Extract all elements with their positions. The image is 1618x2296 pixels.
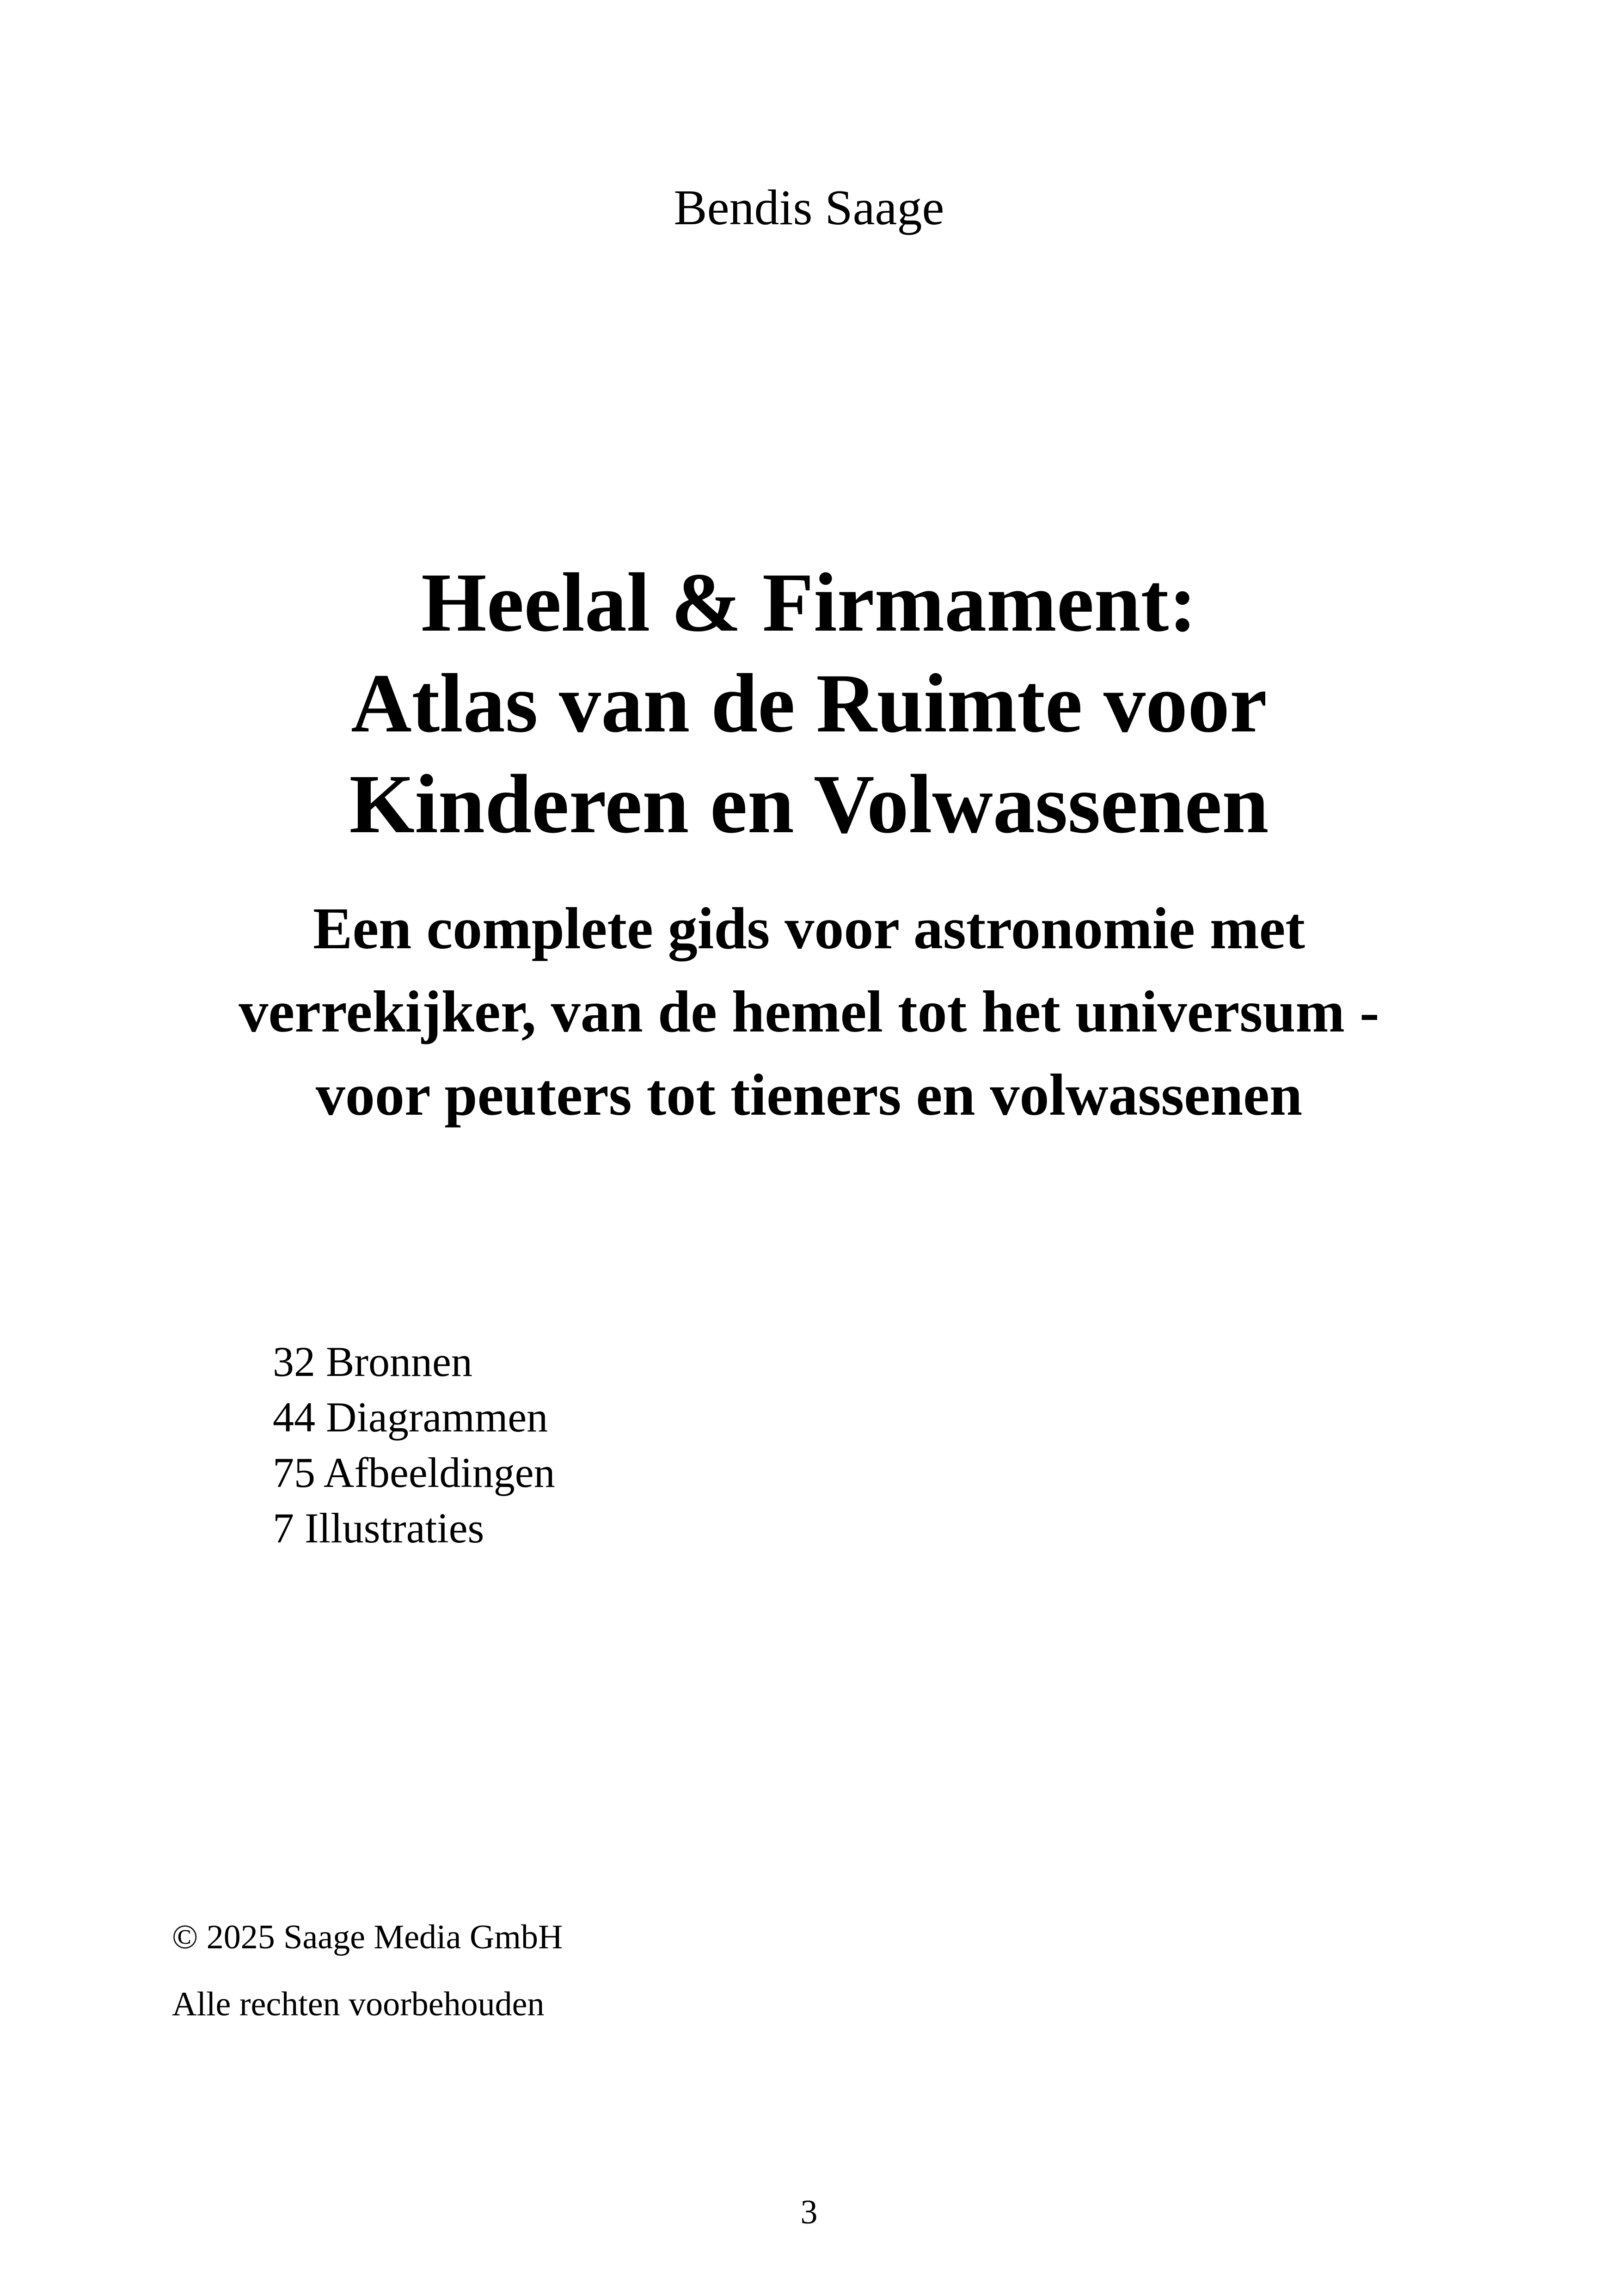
page-number: 3 [800,2193,818,2231]
title-line-2: Atlas van de Ruimte voor [351,657,1267,750]
subtitle-line-2: verrekijker, van de hemel tot het universum - [239,979,1379,1044]
subtitle-line-3: voor peuters tot tieners en volwassenen [315,1062,1303,1128]
stat-images: 75 Afbeeldingen [273,1449,555,1496]
content-stats-list [273,1334,555,1556]
book-title [0,553,1618,855]
stat-illustrations: 7 Illustraties [273,1504,484,1552]
stat-diagrams: 44 Diagrammen [273,1394,548,1441]
rights-notice: Alle rechten voorbehouden [172,1985,545,2023]
copyright-notice: © 2025 Saage Media GmbH [172,1918,563,1956]
author-name: Bendis Saage [674,180,944,235]
book-subtitle [0,887,1618,1136]
title-line-3: Kinderen en Volwassenen [349,758,1269,851]
title-line-1: Heelal & Firmament: [421,556,1197,649]
subtitle-line-1: Een complete gids voor astronomie met [313,896,1305,961]
stat-sources: 32 Bronnen [273,1338,472,1385]
